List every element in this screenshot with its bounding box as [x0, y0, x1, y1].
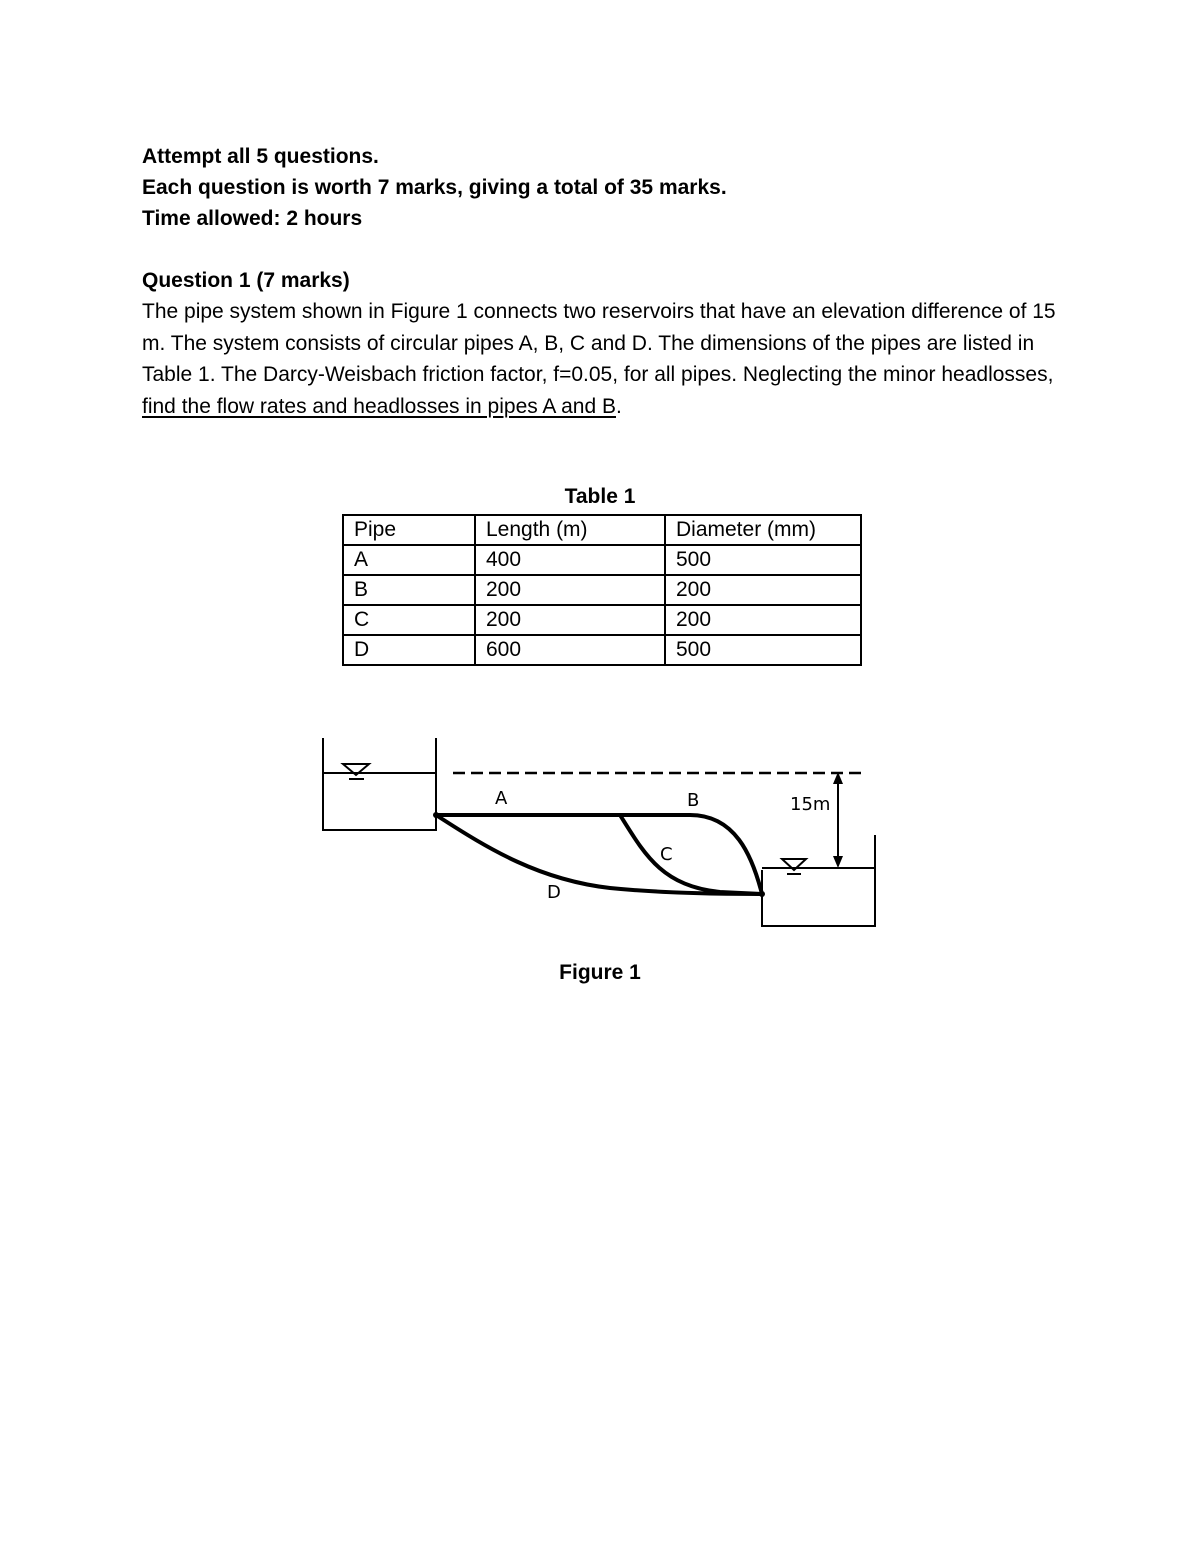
table-row [343, 575, 861, 605]
table-cell: 200 [665, 575, 861, 605]
elevation-difference-arrow [833, 772, 843, 868]
question-1-body [142, 296, 1072, 422]
instruction-time-allowed: Time allowed: 2 hours [142, 207, 363, 230]
table-cell: D [343, 635, 475, 665]
table-1-caption: Table 1 [564, 485, 636, 508]
table-header-cell: Length (m) [475, 515, 665, 545]
pipe-dimensions-table [342, 514, 862, 666]
instruction-marks: Each question is worth 7 marks, giving a total of 35 marks. [142, 176, 727, 199]
table-cell: C [343, 605, 475, 635]
upper-reservoir [323, 738, 436, 830]
table-header-cell: Diameter (mm) [665, 515, 861, 545]
junction-upper [433, 812, 439, 818]
pipe-b [620, 815, 762, 894]
question-1-task: find the flow rates and headlosses in pipes A and B [142, 394, 616, 418]
figure-1-caption: Figure 1 [559, 961, 641, 984]
table-cell: A [343, 545, 475, 575]
exam-instructions [142, 141, 727, 234]
instruction-attempt-all: Attempt all 5 questions. [142, 145, 379, 168]
question-1-period: . [616, 394, 622, 418]
table-cell: 500 [665, 545, 861, 575]
table-header-row [343, 515, 861, 545]
table-row [343, 545, 861, 575]
table-cell: 200 [475, 575, 665, 605]
table-cell: 400 [475, 545, 665, 575]
table-cell: 600 [475, 635, 665, 665]
table-cell: 200 [665, 605, 861, 635]
pipe-b-label: B [687, 790, 700, 811]
pipe-d-label: D [547, 882, 561, 903]
pipe-d [436, 815, 762, 894]
lower-water-level-icon [782, 859, 806, 874]
pipe-c [620, 815, 762, 894]
pipe-a-label: A [495, 788, 508, 809]
table-row [343, 635, 861, 665]
table-cell: 500 [665, 635, 861, 665]
table-row [343, 605, 861, 635]
question-1-text: The pipe system shown in Figure 1 connects two reservoirs that have an elevation difference of 15 m. The system consists of circular pipes A, B, C and D. The dimensions of the pipes are listed in Table 1. The Darcy-Weisbach friction factor, f=0.05, for all pipes. Neglecting the minor headlosses, [142, 300, 1056, 386]
pipe-c-label: C [660, 844, 673, 865]
table-header-cell: Pipe [343, 515, 475, 545]
elevation-difference-label: 15m [790, 794, 831, 815]
lower-reservoir [762, 835, 875, 926]
question-1-title: Question 1 (7 marks) [142, 269, 350, 292]
table-cell: 200 [475, 605, 665, 635]
table-cell: B [343, 575, 475, 605]
junction-lower [759, 891, 765, 897]
upper-water-level-icon [343, 764, 369, 779]
